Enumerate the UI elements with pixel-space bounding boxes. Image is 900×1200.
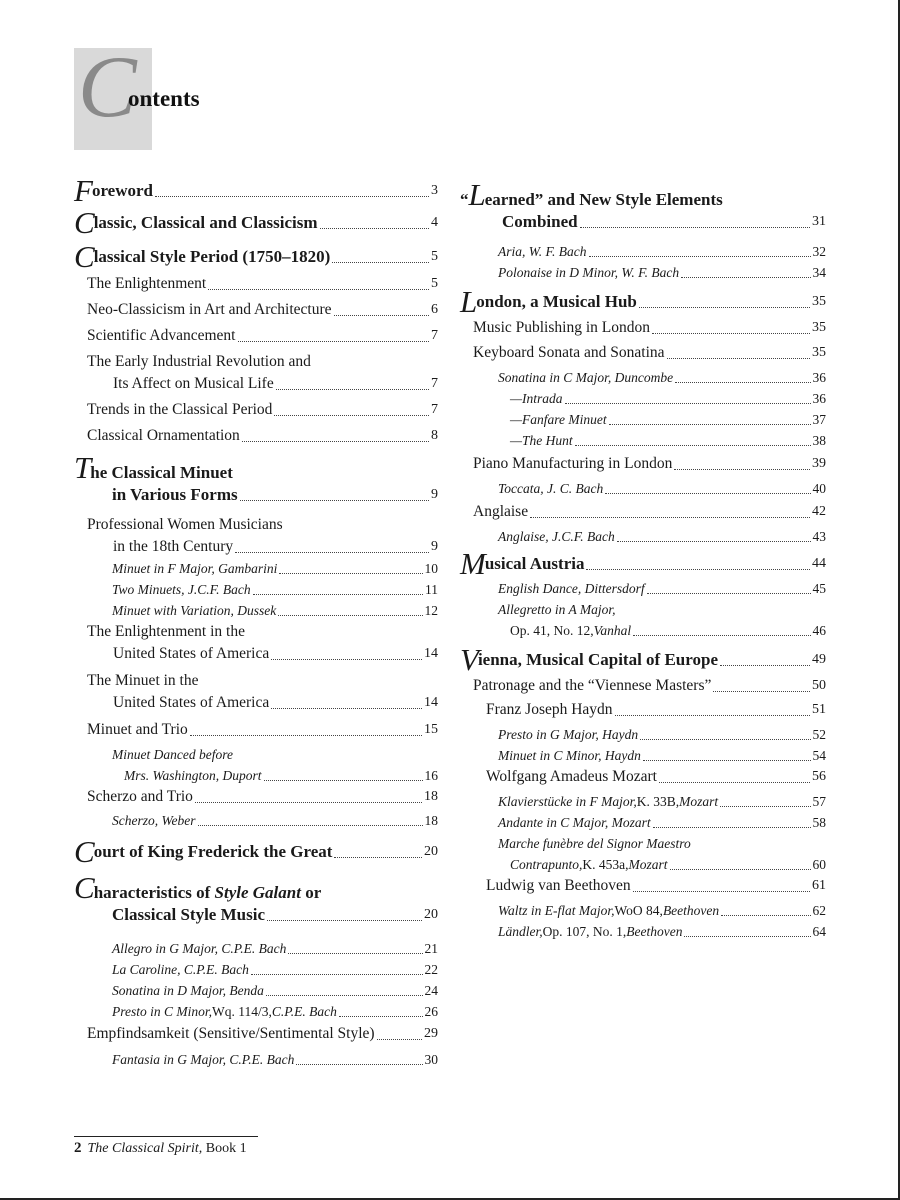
toc-piece-polonaise[interactable]: Polonaise in D Minor, W. F. Bach 34 (498, 265, 826, 280)
toc-section-patronage[interactable]: Patronage and the “Viennese Masters” 50 (473, 677, 826, 694)
toc-right-column (460, 178, 826, 942)
toc-chapter-classicism[interactable]: C lassic, Classical and Classicism 4 (74, 205, 438, 240)
toc-piece-gambarini[interactable]: Minuet in F Major, Gambarini 10 (112, 561, 438, 576)
toc-piece-presto-haydn[interactable]: Presto in G Major, Haydn 52 (498, 727, 826, 742)
toc-chapter-vienna[interactable]: V ienna, Musical Capital of Europe 49 (460, 642, 826, 677)
toc-section-neoclassicism[interactable]: Neo-Classicism in Art and Architecture 6 (87, 301, 438, 318)
page-footer (74, 1136, 258, 1157)
toc-section-minuet-usa[interactable]: The Minuet in the United States of America 14 (87, 672, 438, 711)
toc-piece-english-dance[interactable]: English Dance, Dittersdorf 45 (498, 581, 826, 596)
toc-piece-dussek[interactable]: Minuet with Variation, Dussek 12 (112, 603, 438, 618)
toc-chapter-london[interactable]: L ondon, a Musical Hub 35 (460, 284, 826, 319)
toc-piece-toccata[interactable]: Toccata, J. C. Bach 40 (498, 481, 826, 496)
toc-section-empfindsamkeit[interactable]: Empfindsamkeit (Sensitive/Sentimental Style) 29 (87, 1025, 438, 1042)
toc-section-trends[interactable]: Trends in the Classical Period 7 (87, 401, 438, 418)
toc-section-industrial[interactable]: The Early Industrial Revolution and Its Affect on Musical Life 7 (87, 353, 438, 392)
toc-section-scherzo-trio[interactable]: Scherzo and Trio 18 (87, 788, 438, 805)
toc-chapter-musical-austria[interactable]: M usical Austria 44 (460, 546, 826, 581)
toc-piece-intrada[interactable]: —Intrada 36 (510, 391, 826, 406)
toc-piece-allegro-cpe[interactable]: Allegro in G Major, C.P.E. Bach 21 (112, 941, 438, 956)
toc-section-mozart[interactable]: Wolfgang Amadeus Mozart 56 (486, 768, 826, 785)
toc-piece-anglaise-jcf[interactable]: Anglaise, J.C.F. Bach 43 (498, 529, 826, 544)
toc-chapter-frederick[interactable]: C ourt of King Frederick the Great 20 (74, 834, 438, 869)
toc-chapter-classical-minuet[interactable]: The Classical Minuet in Various Forms 9 (74, 450, 438, 504)
toc-section-haydn[interactable]: Franz Joseph Haydn 51 (486, 701, 826, 718)
footer-page-number: 2 (74, 1140, 82, 1156)
footer-book-suffix: Book 1 (202, 1141, 247, 1156)
toc-section-piano-manufacturing[interactable]: Piano Manufacturing in London 39 (473, 455, 826, 472)
toc-section-scientific[interactable]: Scientific Advancement 7 (87, 327, 438, 344)
toc-piece-landler[interactable]: Ländler, Op. 107, No. 1, Beethoven 64 (498, 924, 826, 939)
toc-piece-duport[interactable]: Minuet Danced before Mrs. Washington, Duport 16 (112, 747, 438, 783)
toc-section-ornamentation[interactable]: Classical Ornamentation 8 (87, 427, 438, 444)
toc-piece-fantasia[interactable]: Fantasia in G Major, C.P.E. Bach 30 (112, 1052, 438, 1067)
toc-piece-presto-cpe[interactable]: Presto in C Minor, Wq. 114/3, C.P.E. Bach 26 (112, 1004, 438, 1019)
toc-chapter-foreword[interactable]: F oreword 3 (74, 173, 438, 208)
toc-chapter-style-galant[interactable]: Characteristics of Style Galant or Classical Style Music 20 (74, 870, 438, 924)
page-title: ontents (128, 86, 200, 111)
toc-piece-fanfare-minuet[interactable]: —Fanfare Minuet 37 (510, 412, 826, 427)
toc-section-women-musicians[interactable]: Professional Women Musicians in the 18th Century 9 (87, 516, 438, 555)
toc-piece-duncombe[interactable]: Sonatina in C Major, Duncombe 36 (498, 370, 826, 385)
toc-section-keyboard-sonata[interactable]: Keyboard Sonata and Sonatina 35 (473, 344, 826, 361)
toc-piece-klavierstucke[interactable]: Klavierstücke in F Major, K. 33B, Mozart 57 (498, 794, 826, 809)
toc-section-enlightenment[interactable]: The Enlightenment 5 (87, 275, 438, 292)
footer-book-title: The Classical Spirit, (87, 1141, 203, 1156)
toc-piece-marche-funebre[interactable]: Marche funèbre del Signor Maestro Contrapunto, K. 453a, Mozart 60 (498, 836, 826, 872)
toc-chapter-style-period[interactable]: C lassical Style Period (1750–1820) 5 (74, 239, 438, 274)
toc-section-enlightenment-usa[interactable]: The Enlightenment in the United States of America 14 (87, 623, 438, 662)
toc-piece-two-minuets[interactable]: Two Minuets, J.C.F. Bach 11 (112, 582, 438, 597)
toc-piece-andante[interactable]: Andante in C Major, Mozart 58 (498, 815, 826, 830)
toc-piece-allegretto[interactable]: Allegretto in A Major, Op. 41, No. 12, Vanhal 46 (498, 602, 826, 638)
toc-section-beethoven[interactable]: Ludwig van Beethoven 61 (486, 877, 826, 894)
toc-piece-waltz[interactable]: Waltz in E-flat Major, WoO 84, Beethoven 62 (498, 903, 826, 918)
toc-chapter-learned[interactable]: “Learned” and New Style Elements Combined 31 (460, 177, 826, 231)
toc-section-minuet-trio[interactable]: Minuet and Trio 15 (87, 721, 438, 738)
toc-piece-aria[interactable]: Aria, W. F. Bach 32 (498, 244, 826, 259)
toc-piece-la-caroline[interactable]: La Caroline, C.P.E. Bach 22 (112, 962, 438, 977)
toc-section-music-publishing[interactable]: Music Publishing in London 35 (473, 319, 826, 336)
toc-piece-minuet-haydn[interactable]: Minuet in C Minor, Haydn 54 (498, 748, 826, 763)
toc-piece-benda[interactable]: Sonatina in D Major, Benda 24 (112, 983, 438, 998)
toc-left-column (74, 173, 438, 1070)
toc-piece-weber[interactable]: Scherzo, Weber 18 (112, 813, 438, 828)
toc-piece-the-hunt[interactable]: —The Hunt 38 (510, 433, 826, 448)
title-initial: C (78, 39, 137, 136)
toc-section-anglaise[interactable]: Anglaise 42 (473, 503, 826, 520)
